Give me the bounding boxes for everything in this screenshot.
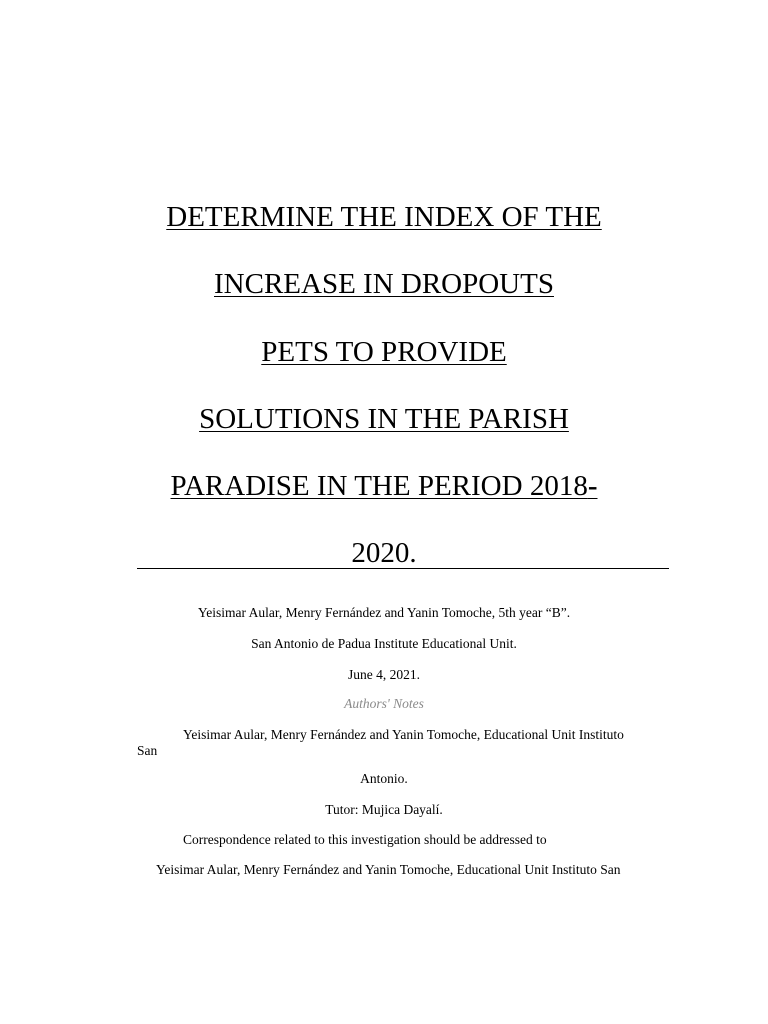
title-underline-rule [137,568,669,569]
title-line-1: DETERMINE THE INDEX OF THE [166,201,602,233]
notes-affiliation-line-1: Yeisimar Aular, Menry Fernández and Yanin Tomoche, Educational Unit Instituto [183,727,624,742]
correspondence-line: Correspondence related to this investigation should be addressed to [183,832,547,847]
authors-notes-heading: Authors' Notes [344,696,424,711]
institution-line: San Antonio de Padua Institute Educational Unit. [251,636,517,651]
authors-line: Yeisimar Aular, Menry Fernández and Yanin Tomoche, 5th year “B”. [197,605,571,620]
date-line: June 4, 2021. [348,667,420,682]
title-line-6: 2020. [351,537,417,569]
notes-affiliation-line-2: San [137,743,158,758]
title-line-5-text: PARADISE IN THE PERIOD 2018 [170,470,588,502]
title-line-5-hyphen: - [587,470,598,502]
title-line-3: PETS TO PROVIDE [261,336,507,368]
title-line-4: SOLUTIONS IN THE PARISH [199,403,569,435]
notes-affiliation-line-3: Antonio. [360,771,408,786]
title-line-2: INCREASE IN DROPOUTS [214,268,554,300]
tutor-line: Tutor: Mujica Dayalí. [325,802,443,817]
correspondence-authors-line: Yeisimar Aular, Menry Fernández and Yanin Tomoche, Educational Unit Instituto San [156,862,621,877]
title-line-5 [0,469,768,503]
